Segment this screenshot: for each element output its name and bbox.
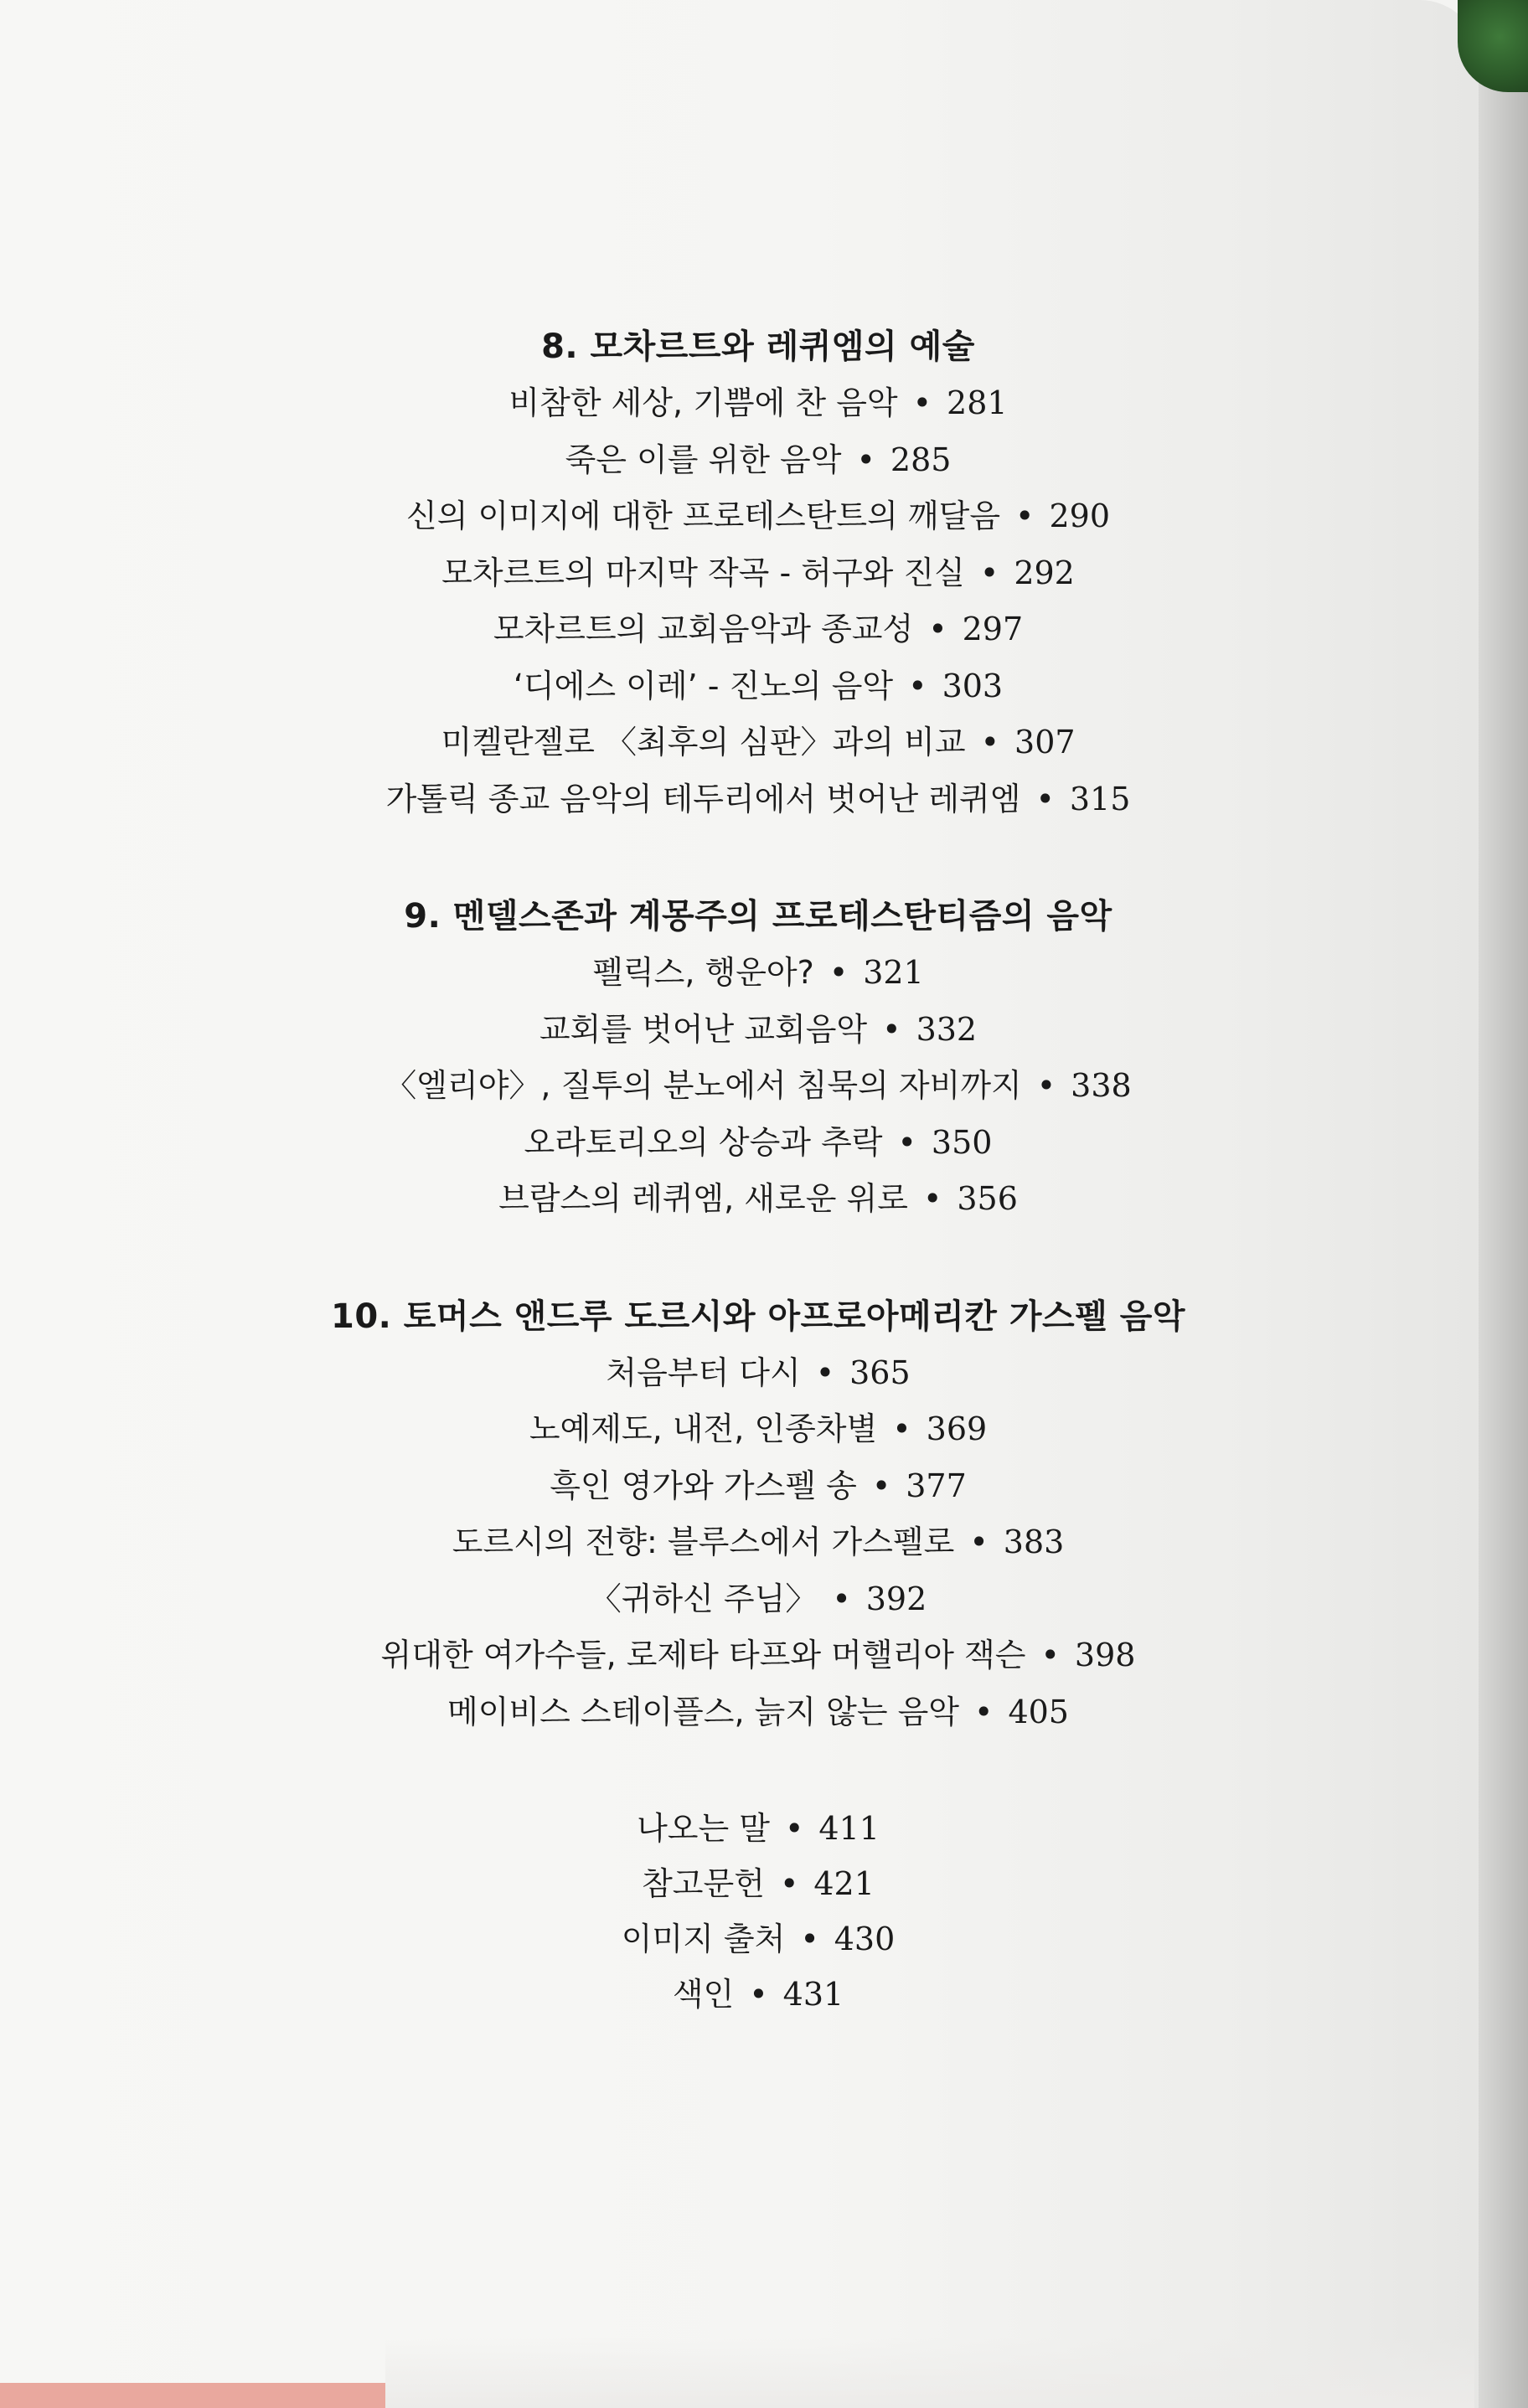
page-number: 411 [818, 1810, 880, 1847]
entry-title: 흑인 영가와 가스펠 송 [550, 1467, 857, 1504]
bullet-separator: • [749, 1976, 768, 2013]
bullet-separator: • [897, 1123, 916, 1161]
entry-title: 위대한 여가수들, 로제타 타프와 머핼리아 잭슨 [380, 1637, 1026, 1673]
entry-title: 메이비스 스테이플스, 늙지 않는 음악 [447, 1693, 960, 1730]
page-shadow [385, 2337, 1474, 2408]
page-number: 405 [1008, 1693, 1069, 1730]
bullet-separator: • [871, 1467, 891, 1504]
page-number: 315 [1069, 780, 1131, 817]
toc-entry [0, 945, 1516, 1002]
page-number: 421 [813, 1865, 875, 1902]
table-of-contents [0, 318, 1516, 2082]
bullet-separator: • [969, 1524, 989, 1560]
page-number: 383 [1003, 1524, 1065, 1560]
page-number: 338 [1071, 1067, 1132, 1104]
toc-entry [0, 601, 1516, 658]
toc-entry [0, 658, 1516, 715]
bullet-separator: • [1015, 498, 1035, 534]
entry-title: 참고문헌 [642, 1865, 765, 1902]
entry-title: 죽은 이를 위한 음악 [565, 441, 842, 478]
page-number: 303 [942, 667, 1004, 704]
bullet-separator: • [912, 384, 932, 421]
bullet-separator: • [832, 1580, 851, 1617]
entry-title: 모차르트의 교회음악과 종교성 [493, 611, 914, 647]
entry-title: 오라토리오의 상승과 추락 [524, 1123, 883, 1161]
page-number: 285 [890, 441, 952, 478]
page-number: 321 [863, 954, 924, 991]
page-number: 350 [931, 1123, 993, 1161]
bullet-separator: • [1040, 1637, 1060, 1673]
page-number: 281 [947, 384, 1008, 421]
bullet-separator: • [1035, 780, 1055, 817]
section-title: 10. 토머스 앤드루 도르시와 아프로아메리칸 가스펠 음악 [331, 1297, 1185, 1336]
bullet-separator: • [928, 611, 947, 647]
bullet-separator: • [784, 1810, 804, 1847]
toc-entry [0, 1967, 1516, 2022]
entry-title: 색인 [672, 1976, 735, 2013]
bullet-separator: • [856, 441, 875, 478]
toc-entry [0, 1115, 1516, 1172]
page-number: 365 [849, 1354, 911, 1391]
bullet-separator: • [908, 667, 927, 704]
toc-section-10 [0, 1288, 1516, 1741]
toc-entry [0, 432, 1516, 489]
bullet-separator: • [922, 1180, 942, 1217]
bullet-separator: • [974, 1693, 994, 1730]
entry-title: 가톨릭 종교 음악의 테두리에서 벗어난 레퀴엠 [385, 780, 1021, 817]
bullet-separator: • [779, 1865, 799, 1902]
background-surface [0, 2383, 385, 2408]
toc-entry [0, 1856, 1516, 1911]
page-number: 377 [906, 1467, 967, 1504]
bullet-separator: • [1036, 1067, 1056, 1104]
entry-title: 신의 이미지에 대한 프로테스탄트의 깨달음 [405, 498, 1001, 534]
page-number: 398 [1074, 1637, 1136, 1673]
entry-title: 브람스의 레퀴엠, 새로운 위로 [498, 1180, 908, 1217]
toc-back-matter [0, 1801, 1516, 2022]
entry-title: 비참한 세상, 기쁨에 찬 음악 [508, 384, 898, 421]
toc-section-9 [0, 888, 1516, 1228]
toc-entry [0, 545, 1516, 602]
toc-entry [0, 1345, 1516, 1402]
entry-title: 처음부터 다시 [606, 1354, 801, 1391]
page-number: 332 [916, 1010, 978, 1048]
page-number: 430 [834, 1921, 896, 1957]
toc-section-8 [0, 318, 1516, 828]
entry-title: 미켈란젤로 〈최후의 심판〉과의 비교 [441, 724, 966, 761]
page-number: 431 [782, 1976, 844, 2013]
entry-title: 〈귀하신 주님〉 [589, 1580, 818, 1617]
page-number: 369 [926, 1410, 988, 1447]
toc-entry [0, 1401, 1516, 1458]
toc-entry [0, 1514, 1516, 1571]
toc-entry [0, 1458, 1516, 1515]
bullet-separator: • [800, 1921, 819, 1957]
bullet-separator: • [892, 1410, 911, 1447]
bullet-separator: • [979, 554, 999, 591]
page-number: 297 [962, 611, 1024, 647]
entry-title: 노예제도, 내전, 인종차별 [529, 1410, 878, 1447]
page-number: 356 [957, 1180, 1018, 1217]
toc-entry [0, 714, 1516, 771]
toc-entry [0, 1171, 1516, 1228]
toc-entry [0, 375, 1516, 432]
bullet-separator: • [882, 1010, 901, 1048]
bullet-separator: • [815, 1354, 835, 1391]
page-number: 392 [865, 1580, 927, 1617]
toc-entry [0, 1801, 1516, 1856]
entry-title: 모차르트의 마지막 작곡 - 허구와 진실 [441, 554, 965, 591]
page-number: 290 [1049, 498, 1110, 534]
toc-entry [0, 1571, 1516, 1628]
entry-title: 〈엘리야〉, 질투의 분노에서 침묵의 자비까지 [385, 1067, 1022, 1104]
bullet-separator: • [829, 954, 849, 991]
section-title: 8. 모차르트와 레퀴엠의 예술 [541, 327, 975, 366]
toc-entry [0, 1627, 1516, 1684]
entry-title: 교회를 벗어난 교회음악 [539, 1010, 868, 1048]
toc-entry [0, 1058, 1516, 1115]
entry-title: 이미지 출처 [621, 1921, 786, 1957]
page-number: 292 [1014, 554, 1075, 591]
toc-entry [0, 1911, 1516, 1967]
toc-entry [0, 771, 1516, 828]
section-title: 9. 멘델스존과 계몽주의 프로테스탄티즘의 음악 [404, 897, 1112, 936]
bullet-separator: • [980, 724, 1000, 761]
entry-title: ‘디에스 이레’ - 진노의 음악 [513, 667, 894, 704]
entry-title: 나오는 말 [637, 1810, 770, 1847]
entry-title: 도르시의 전향: 블루스에서 가스펠로 [452, 1524, 955, 1560]
toc-entry [0, 1684, 1516, 1741]
entry-title: 펠릭스, 행운아? [592, 954, 814, 991]
toc-entry [0, 488, 1516, 545]
toc-entry [0, 1002, 1516, 1059]
page-number: 307 [1014, 724, 1076, 761]
